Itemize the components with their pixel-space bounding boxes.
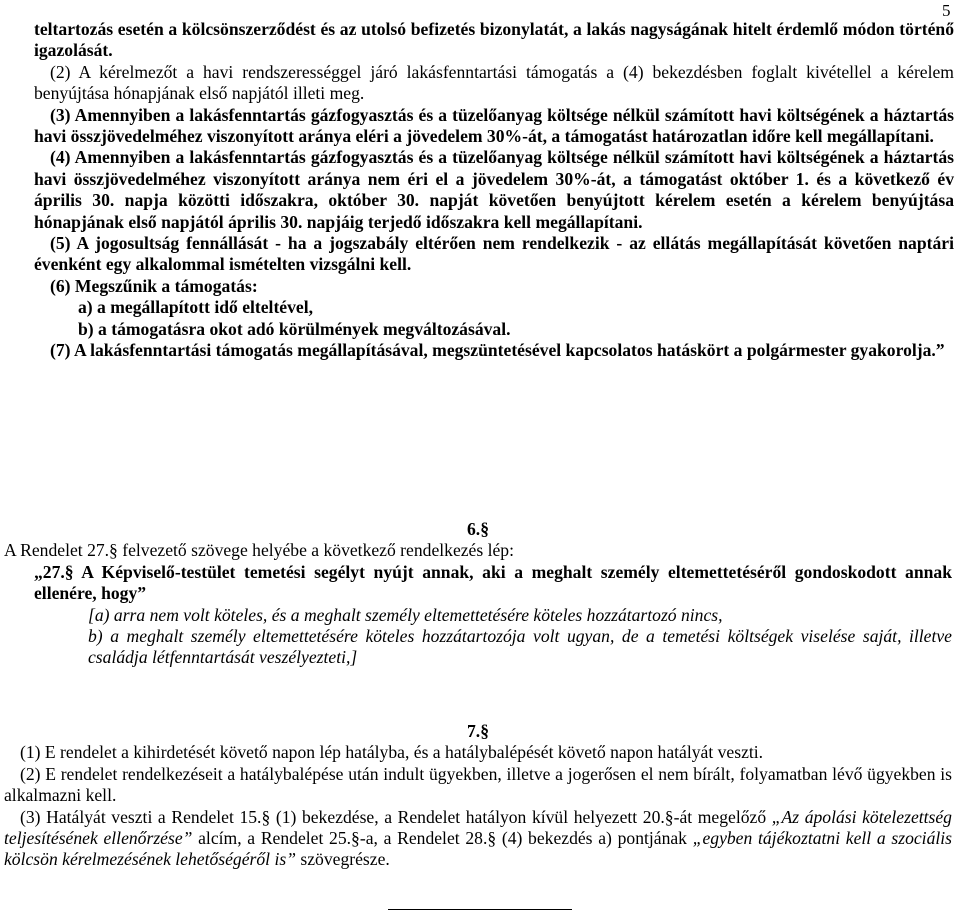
section-5-continuation (34, 19, 954, 362)
p3-text-b: alcím, a Rendelet 25.§-a, a Rendelet 28.§ (4) bekezdés a) pontjának (192, 828, 693, 849)
section-7-heading: 7.§ (467, 721, 489, 741)
p3-text-c: szövegrésze. (296, 849, 390, 870)
section-6-heading: 6.§ (467, 519, 489, 539)
paragraph-7: (7) A lakásfenntartási támogatás megállapításával, megszüntetésével kapcsolatos hatáskört a polgármester gyakorolja.” (50, 340, 945, 361)
paragraph-5: (5) A jogosultság fennállását - ha a jogszabály eltérően nem rendelkezik - az ellátás megállapítását követően naptári évenként egy alkalommal ismételten vizsgálni kell. (34, 233, 954, 275)
section-6-point-b: b) a meghalt személy eltemettetésére köteles hozzátartozója volt ugyan, de a temetési költségek viselése saját, illetve családja létfenntartását veszélyezteti,] (88, 626, 952, 668)
p3-text-a: (3) Hatályát veszti a Rendelet 15.§ (1) bekezdése, a Rendelet hatályon kívül helyezett 20.§-át megelőző (20, 806, 772, 827)
section-7-paragraph-2: (2) E rendelet rendelkezéseit a hatálybalépése után indult ügyekben, illetve a jogerősen el nem bírált, folyamatban lévő ügyekben is alkalmazni kell. (4, 763, 952, 806)
paragraph-2: (2) A kérelmezőt a havi rendszerességgel járó lakásfenntartási támogatás a (4) bekezdésben foglalt kivétellel a kérelem benyújtása hónapjának első napjától illeti meg. (34, 61, 954, 104)
paragraph-6-b: b) a támogatásra okot adó körülmények megváltozásával. (78, 318, 511, 339)
section-6-quote: „27.§ A Képviselő-testület temetési segélyt nyújt annak, aki a meghalt személy eltemettetéséről gondoskodott annak ellenére, hogy” (34, 561, 952, 604)
section-6-point-a: [a) arra nem volt köteles, és a meghalt személy eltemettetésére köteles hozzátartozó nincs, (88, 604, 723, 625)
section-6-intro: A Rendelet 27.§ felvezető szövege helyébe a következő rendelkezés lép: (4, 540, 514, 561)
p3-italic-title: „Az ápolási kötelezettség teljesítésének ellenőrzése” (4, 806, 952, 849)
paragraph-6: (6) Megszűnik a támogatás: (50, 275, 258, 296)
end-rule (388, 909, 572, 910)
section-7-paragraph-1: (1) E rendelet a kihirdetését követő napon lép hatályba, és a hatálybalépését követő napon hatályát veszti. (20, 742, 764, 763)
page-number: 5 (942, 1, 951, 20)
section-6 (4, 519, 952, 669)
section-7-paragraph-3 (4, 807, 952, 871)
section-7 (4, 721, 952, 871)
paragraph-continuation: teltartozás esetén a kölcsönszerződést és az utolsó befizetés bizonylatát, a lakás nagyságának hitelt érdemlő módon történő igazolását. (34, 19, 954, 61)
paragraph-6-a: a) a megállapított idő elteltével, (78, 297, 314, 318)
paragraph-4: (4) Amennyiben a lakásfenntartás gázfogyasztás és a tüzelőanyag költsége nélkül számított havi költségének a háztartás havi összjövedelméhez viszonyított aránya nem éri el a jövedelem 30%-át, a támogatást október 1. és a következő év április 30. napja közötti időszakra, október 30. napját követően benyújtott kérelem esetén a kérelem benyújtása hónapjának első napjától április 30. napjáig terjedő időszakra kell megállapítani. (34, 147, 954, 232)
p3-italic-phrase: „egyben tájékoztatni kell a szociális kölcsön kérelmezésének lehetőségéről is” (4, 828, 952, 870)
paragraph-3: (3) Amennyiben a lakásfenntartás gázfogyasztás és a tüzelőanyag költsége nélkül számított havi költségének a háztartás havi összjövedelméhez viszonyított aránya eléri a jövedelem 30%-át, a támogatást határozatlan időre kell megállapítani. (34, 104, 954, 147)
